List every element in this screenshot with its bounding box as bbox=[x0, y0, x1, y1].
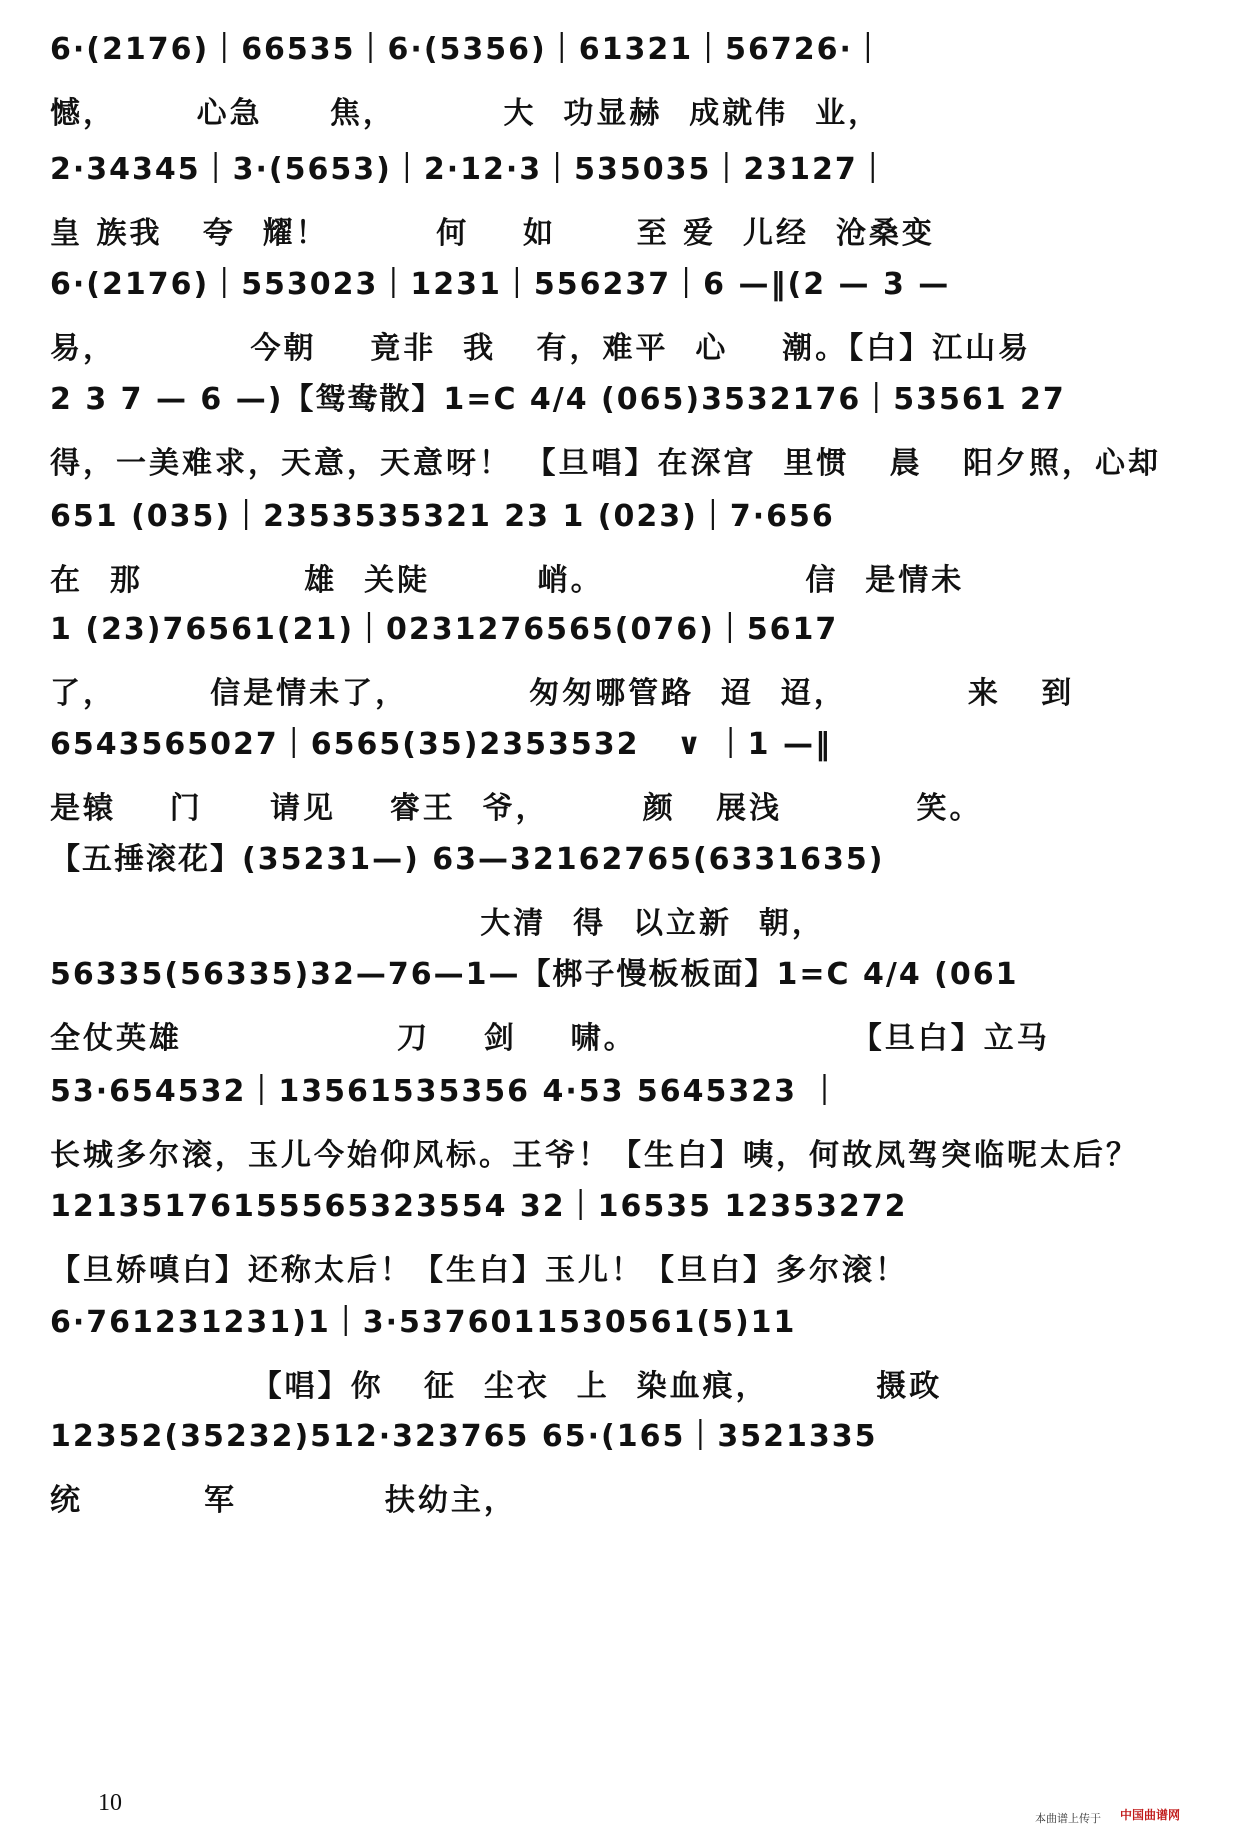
site-logo[interactable]: 中国曲谱网 bbox=[1120, 1808, 1181, 1822]
lyric-line: 得，一美难求，天意，天意呀！ 【旦唱】在深宫 里惯 晨 阳夕照，心却 bbox=[50, 446, 1161, 481]
lyric-line: 大清 得 以立新 朝， bbox=[50, 906, 825, 941]
music-system-7 bbox=[50, 715, 1200, 845]
music-system-10 bbox=[50, 1062, 1200, 1192]
notation-line: 53·654532｜13561535356 4·53 5645323 ｜ bbox=[50, 1074, 842, 1109]
notation-line: 6·761231231)1｜3·5376011530561(5)11 bbox=[50, 1305, 797, 1340]
notation-line: 56335(56335)32—76—1—【梆子慢板板面】1=C 4/4 (061 bbox=[50, 957, 1019, 992]
music-system-12 bbox=[50, 1293, 1200, 1423]
music-system-6 bbox=[50, 600, 1200, 730]
music-system-13 bbox=[50, 1407, 1200, 1537]
lyric-line: 易， 今朝 竟非 我 有，难平 心 潮。【白】江山易 bbox=[50, 331, 1032, 366]
music-system-9 bbox=[50, 945, 1200, 1075]
lyric-line: 统 军 扶幼主， bbox=[50, 1483, 517, 1518]
page-number: 10 bbox=[98, 1790, 122, 1816]
music-system-4 bbox=[50, 370, 1200, 500]
upload-credit: 本曲谱上传于 bbox=[1035, 1812, 1101, 1825]
lyric-line: 全仗英雄 刀 剑 啸。 【旦白】立马 bbox=[50, 1021, 1050, 1056]
notation-line: 【五捶滚花】(35231—) 63—32162765(6331635) bbox=[50, 842, 885, 877]
music-system-5 bbox=[50, 487, 1200, 617]
notation-line: 651 (035)｜2353535321 23 1 (023)｜7·656 bbox=[50, 499, 835, 534]
notation-line: 1 (23)76561(21)｜0231276565(076)｜5617 bbox=[50, 612, 839, 647]
lyric-line: 长城多尔滚，玉儿今始仰风标。王爷！【生白】咦，何故凤驾突临呢太后？ bbox=[50, 1138, 1139, 1173]
music-system-11 bbox=[50, 1177, 1200, 1307]
notation-line: 6·(2176)｜66535｜6·(5356)｜61321｜56726·｜ bbox=[50, 32, 885, 67]
notation-line: 6·(2176)｜553023｜1231｜556237｜6 —‖(2 — 3 — bbox=[50, 267, 951, 302]
lyric-line: 【旦娇嗔白】还称太后！【生白】玉儿！【旦白】多尔滚！ bbox=[50, 1253, 908, 1288]
notation-line: 2 3 7 — 6 —)【鸳鸯散】1=C 4/4 (065)3532176｜53561 27 bbox=[50, 382, 1066, 417]
notation-line: 12352(35232)512·323765 65·(165｜3521335 bbox=[50, 1419, 878, 1454]
lyric-line: 【唱】你 征 尘衣 上 染血痕， 摄政 bbox=[50, 1369, 943, 1404]
music-system-1 bbox=[50, 20, 1200, 150]
lyric-line: 皇 族我 夸 耀！ 何 如 至 爱 儿经 沧桑变 bbox=[50, 216, 935, 251]
lyric-line: 在 那 雄 关陡 峭。 信 是情未 bbox=[50, 563, 965, 598]
notation-line: 12135176155565323554 32｜16535 12353272 bbox=[50, 1189, 908, 1224]
lyric-line: 了， 信是情未了， 匆匆哪管路 迢 迢， 来 到 bbox=[50, 676, 1075, 711]
lyric-line: 是辕 门 请见 睿王 爷， 颜 展浅 笑。 bbox=[50, 791, 983, 826]
music-system-8 bbox=[50, 830, 1200, 960]
notation-line: 6543565027｜6565(35)2353532 ∨ ｜1 —‖ bbox=[50, 727, 832, 762]
notation-line: 2·34345｜3·(5653)｜2·12·3｜535035｜23127｜ bbox=[50, 152, 890, 187]
lyric-line: 憾， 心急 焦， 大 功显赫 成就伟 业， bbox=[50, 96, 882, 131]
music-system-2 bbox=[50, 140, 1200, 270]
music-system-3 bbox=[50, 255, 1200, 385]
